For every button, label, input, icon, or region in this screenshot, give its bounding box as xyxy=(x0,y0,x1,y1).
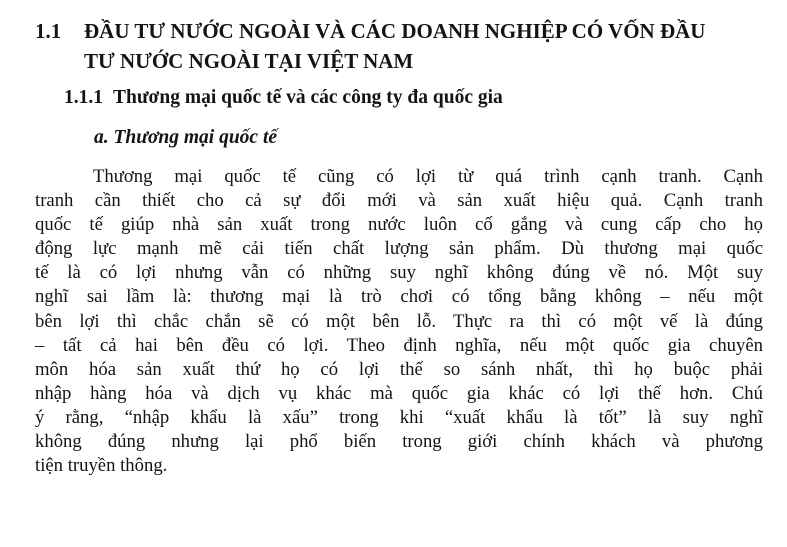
section-heading xyxy=(35,16,765,76)
subsection-heading xyxy=(64,84,503,112)
paragraph-line: nhập hàng hóa và dịch vụ khác mà quốc gia khác có lợi thế hơn. Chú xyxy=(35,382,763,404)
subsection-number: 1.1.1 xyxy=(64,87,103,108)
section-title-line-2: TƯ NƯỚC NGOÀI TẠI VIỆT NAM xyxy=(84,49,414,73)
section-title-line-1: ĐẦU TƯ NƯỚC NGOÀI VÀ CÁC DOANH NGHIỆP CÓ VỐN ĐẦU xyxy=(84,19,706,43)
paragraph-line: tiện truyền thông. xyxy=(35,455,168,477)
paragraph-line: Thương mại quốc tế cũng có lợi từ quá trình cạnh tranh. Cạnh xyxy=(93,166,763,187)
paragraph-line: tranh cần thiết cho cả sự đổi mới và sản xuất hiệu quả. Cạnh tranh xyxy=(35,190,763,212)
subsection-title: Thương mại quốc tế và các công ty đa quốc gia xyxy=(113,87,503,108)
paragraph-line: tế là có lợi nhưng vẫn có những suy nghĩ không đúng về nó. Một suy xyxy=(35,262,763,284)
sub-subsection-heading: a. Thương mại quốc tế xyxy=(94,127,278,148)
section-number: 1.1 xyxy=(35,19,62,43)
paragraph-line: quốc tế giúp nhà sản xuất trong nước luôn cố gắng và cung cấp cho họ xyxy=(35,214,763,236)
paragraph-line: động lực mạnh mẽ cải tiến chất lượng sản phẩm. Dù thương mại quốc xyxy=(35,238,763,260)
paragraph-line: bên lợi thì chắc chắn sẽ có một bên lỗ. Thực ra thì có một vế là đúng xyxy=(35,310,763,332)
paragraph-line: môn hóa sản xuất thứ họ có lợi thế so sánh nhất, thì họ buộc phải xyxy=(35,358,763,380)
paragraph-line: không đúng nhưng lại phổ biến trong giới chính khách và phương xyxy=(35,431,763,453)
paragraph-line: nghĩ sai lầm là: thương mại là trò chơi có tổng bằng không – nếu một xyxy=(35,286,763,308)
paragraph-line: – tất cả hai bên đều có lợi. Theo định nghĩa, nếu một quốc gia chuyên xyxy=(35,334,763,356)
body-paragraph xyxy=(35,165,763,478)
paragraph-line: ý rằng, “nhập khẩu là xấu” trong khi “xuất khẩu là tốt” là suy nghĩ xyxy=(35,406,763,428)
